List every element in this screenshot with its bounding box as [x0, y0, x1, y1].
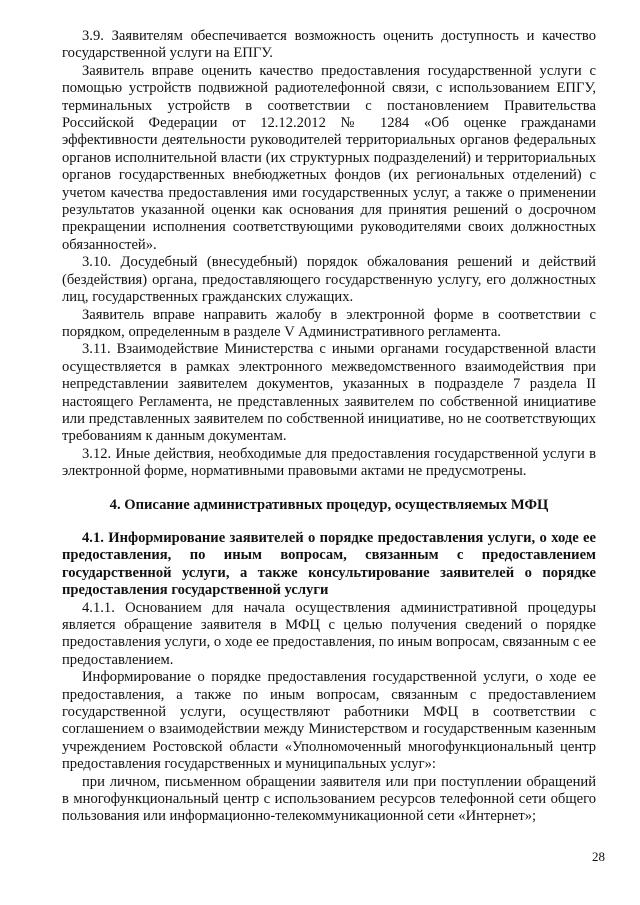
page-number: 28	[592, 849, 605, 864]
section-heading: 4. Описание административных процедур, осуществляемых МФЦ	[109, 496, 549, 513]
paragraph-4-1-1: 4.1.1. Основанием для начала осуществления административной процедуры является обращение заявителя в МФЦ с целью получения сведений о порядке предоставления услуги, о ходе ее предоставления, по иным вопросам, связанным с ее предоставлением.	[62, 599, 596, 668]
paragraph-personal-request: при личном, письменном обращении заявителя или при поступлении обращений в многофункциональный центр с использованием ресурсов телефонной сети общего пользования или информационно-телекоммуникационной сети «Интернет»;	[62, 773, 596, 825]
paragraph-informing: Информирование о порядке предоставления государственной услуги, о ходе ее предоставления, а также по иным вопросам, связанным с предоставлением государственной услуги, осуществляют работники МФЦ в соответствии с соглашением о взаимодействии между Министерством и государственным казенным учреждением Ростовской области «Уполномоченный многофункциональный центр предоставления государственных и муниципальных услуг»:	[62, 669, 596, 773]
paragraph-3-10: 3.10. Досудебный (внесудебный) порядок обжалования решений и действий (бездействия) органа, предоставляющего государственную услугу, его должностных лиц, государственных гражданских служащих.	[62, 254, 596, 306]
paragraph-3-12: 3.12. Иные действия, необходимые для предоставления государственной услуги в электронной форме, нормативными правовыми актами не предусмотрены.	[62, 445, 596, 480]
paragraph-3-9: 3.9. Заявителям обеспечивается возможность оценить доступность и качество государственной услуги на ЕПГУ.	[62, 28, 596, 62]
subsection-heading: 4.1. Информирование заявителей о порядке предоставления услуги, о ходе ее предоставления, по иным вопросам, связанным с предоставлением государственной услуги, а также консультирование заявителей о порядке предоставления государственной услуги	[62, 529, 596, 599]
paragraph-assessment: Заявитель вправе оценить качество предоставления государственной услуги с помощью устройств подвижной радиотелефонной связи, с использованием ЕПГУ, терминальных устройств в соответствии с постановлением Правительства Российской Федерации от 12.12.2012 № 1284 «Об оценке гражданами эффективности деятельности руководителей территориальных органов федеральных органов исполнительной власти (их структурных подразделений) и территориальных органов государственных внебюджетных фондов (их региональных отделений) с учетом качества предоставления ими государственных услуг, а также о применении результатов указанной оценки как основания для принятия решений о досрочном прекращении исполнения соответствующими руководителями своих должностных обязанностей».	[62, 62, 596, 253]
paragraph-complaint: Заявитель вправе направить жалобу в электронной форме в соответствии с порядком, определенным в разделе V Административного регламента.	[62, 306, 596, 340]
paragraph-3-11: 3.11. Взаимодействие Министерства с иными органами государственной власти осуществляется в рамках электронного межведомственного взаимодействия при непредставлении заявителем документов, указанных в подразделе 7 раздела II настоящего Регламента, не представленных заявителем по собственной инициативе или представленных заявителем по собственной инициативе, но не соответствующих требованиям к данным документам.	[62, 341, 596, 445]
document-page	[62, 28, 596, 826]
